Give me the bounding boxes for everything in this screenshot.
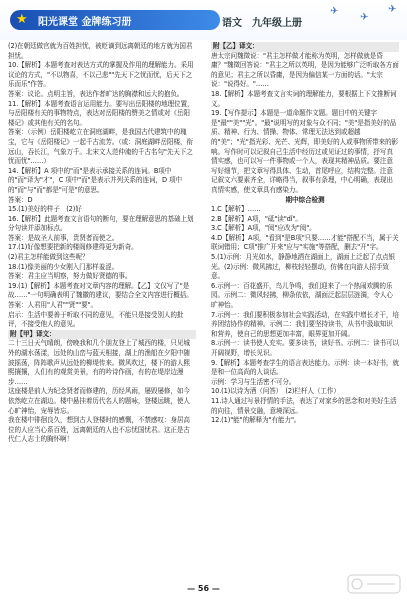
answer-paragraph: 16.【解析】此题考查文言语句的断句，要在理解意思的基础上划分句读并添加标点。 <box>8 214 194 233</box>
answer-paragraph: 14.【解析】A 项中的"而"是表示承接关系的连词。B项中的"而"译为"才"，C 项中"而"是表示并列关系的连词，D 项中的"而"与"而"都是"可是"的意思。 <box>8 166 182 194</box>
star-icon: ★ <box>16 12 28 27</box>
answer-paragraph: 8.示例一：读书使人充实。要多读书，读好书。示例二：读书可以开阔视野，增长见识。 <box>211 339 399 357</box>
answer-paragraph: 答案：议论。点明主旨，表达作者旷达的胸襟和远大的抱负。 <box>8 89 184 98</box>
page-header <box>0 0 407 40</box>
subject-label: 语文 九年级上册 <box>222 18 302 29</box>
section-heading: 附【甲】译文： <box>8 330 196 340</box>
section-heading: 附【乙】译文： <box>211 42 399 52</box>
answer-paragraph: 答案：君主应当明察，努力做好贤德的事。 <box>8 272 132 281</box>
answer-paragraph: 2.B【解析】A项，"砥"读"dǐ"。 <box>211 214 302 223</box>
bird-icon: ✈ <box>330 6 339 17</box>
answer-paragraph: 9.【解析】本题考查学生的语言表达能力。示例：读一本好书，就是和一位高尚的人谈话。 <box>211 358 399 377</box>
answer-paragraph: 18.(1)像美丽的少女刚入门那样羞涩。 <box>8 262 119 271</box>
answer-paragraph: 答案：D <box>8 195 33 204</box>
answer-paragraph: 4.D【解析】A项，"看到"是B项"只要……才能"搭配不当，属于关联词错用；C项"推广开来"应与"实施"等搭配，删去"开"字。 <box>211 233 399 252</box>
answer-paragraph: 11.诗人通过写景抒情的手法，表达了对家乡的思念和对美好生活的向往，情景交融，意境深远。 <box>211 396 397 415</box>
answer-paragraph: 答案：是故圣人前事，贵贤者而使之。 <box>8 233 119 242</box>
answer-paragraph: 18.【解析】本题考查文言实词的理解能力，要根据上下文推断词义。 <box>211 89 397 108</box>
answer-paragraph: 17.(1)好像想要把新的楼阁修建得更为新奇。 <box>8 243 138 252</box>
answer-paragraph: 10.(1)以诗为酒（问答） (2)栏杆人（工作） <box>211 387 340 396</box>
midterm-title: 期中综合检测 <box>285 195 325 204</box>
answer-paragraph: (2)君主怎样能做到这些呢？ <box>8 253 89 262</box>
answer-paragraph: 6.示例一：百花盛开，鸟儿争鸣，我们迎来了一个热闹欢腾的乐园。示例二：微风轻拂，柳条依依，湖面泛起层层涟漪，令人心旷神怡。 <box>211 281 393 310</box>
left-column <box>8 42 196 445</box>
translation-paragraph: 我在楼中徘徊良久，想到古人登楼时的感慨，不禁感叹：身居高位的人应当心系百姓，远离朝廷的人也不忘忧国忧君。这正是古代仁人志士的胸怀啊！ <box>8 416 190 444</box>
answer-paragraph: 答案：（示例）岳阳楼屹立在洞庭湖畔，是我国古代建筑中的瑰宝，它与《岳阳楼记》一起千古流芳。（或：洞庭湖畔岳阳楼，衔远山，吞长江，气象万千。北宋文人范仲淹的千古名句"先天下之忧而忧"……） <box>8 128 194 166</box>
brand-title: 阳光课堂 金牌练习册 <box>38 17 132 28</box>
answer-paragraph: 示例：学习与生活密不可分。 <box>211 377 296 386</box>
answer-paragraph: 答案：人君用"人君""贤""要"。 <box>8 301 98 310</box>
translation-paragraph: 唐太宗问魏徵说："君主怎样做才能称为英明，怎样做就是昏庸？"魏徵回答说："君主之所以英明，是因为能够广泛听取各方面的意见；君主之所以昏庸，是因为偏信某一方面的话。"太宗说："说得好。"…… <box>211 51 399 89</box>
answer-paragraph: 19.【写作提示】本题是一道命题作文题。题目中的关键字是"最""美""光"。"最"说明写的对象与众不同；"美"是指美好的品质、精神、行为、情操、物体、常理无法达到或超越的"美"；"光"指光彩、光芒、光辉，即美好的人或事物所带来的影响。写作时可以记叙自己生活中经历过或见证过的事情，抒写真情实感，也可以写一件事物或一个人，表现其精神品质。要注意写好细节，把文章写得具体、生动，首尾呼应，结构完整。注意记叙文六要素齐全，详略得当，叙事有条理，中心明确，表现出真情实感，使文章具有感染力。 <box>211 109 399 194</box>
watermark-stamp <box>347 574 401 594</box>
translation-paragraph: 二十三日天气晴朗，傍晚我和几个朋友登上了城西的楼，只见城外的湖水荡漾，远处的山峦与蓝天相接，湖上的渔船在夕阳中随波摇荡，阵阵歌声从远处的柳堤传来。微风吹过，楼下的游人熙熙攘攘，人们有的观赏美景，有的吟诗作画，有的在堤岸边漫步…… <box>8 339 190 386</box>
answer-paragraph: 11.【解析】本题考查语言运用能力。要写出岳阳楼的地理位置，与岳阳楼有关的事物特点，表达对岳阳楼的赞美之情或对《岳阳楼记》或其他有关的名句。 <box>8 99 194 127</box>
answer-paragraph: 5.(1)示例：月光如水，静静地洒在湖面上，湖面上泛起了点点银光。(2)示例：微风拂过，柳枝轻轻摆动，仿佛在向游人招手致意。 <box>211 253 395 281</box>
answer-paragraph: 19.(1)【解析】本题考查对文章内容的理解。【乙】文仅写了"是故……"一句明确表明了魏徽的建议，要结合全文内容进行概括。 <box>8 281 193 300</box>
answer-paragraph: 3.C【解析】A项，"阅"应改为"阅"。 <box>211 224 316 233</box>
answer-paragraph: 7.示例一：我们要积极参加社会实践活动，在实践中增长才干，培养团结协作的精神。示例二：我们要坚持读书，从书中汲取知识和营养，使自己的思想更加丰富，眼界更加开阔。 <box>211 310 399 338</box>
page-number: — 56 — <box>187 584 220 593</box>
answer-paragraph: 10.【解析】本题考查对表达方式的掌握及作用的理解能力。采用议论的方式，"不以物喜，不以己悲""先天下之忧而忧，后天下之乐而乐"作答。 <box>8 61 194 89</box>
answer-paragraph: 1.C【解析】…… <box>211 205 261 214</box>
right-column <box>211 42 399 426</box>
bird-icon: ✈ <box>388 4 397 15</box>
answer-paragraph: 15.(1)美好的样子 (2)好 <box>8 205 82 214</box>
answer-paragraph: 12.(1)"能"的解释为"有能力"。 <box>211 416 301 425</box>
translation-paragraph: 这座楼是前人为纪念贤者而修建的，历经风雨，屡毁屡修，如今依然屹立在湖边。楼中悬挂着历代名人的题咏，登楼远眺，使人心旷神怡，宠辱皆忘。 <box>8 387 190 415</box>
bird-icon: ✈ <box>360 12 369 23</box>
brand-banner <box>10 10 220 30</box>
answer-paragraph: 启示：生活中要善于听取不同的意见，不能只是接受别人的批评，不接受他人的意见。 <box>8 310 184 329</box>
answer-paragraph: (2)在朝廷做官就为百姓担忧，被贬谪到远离朝廷的地方就为国君担忧。 <box>8 42 193 60</box>
